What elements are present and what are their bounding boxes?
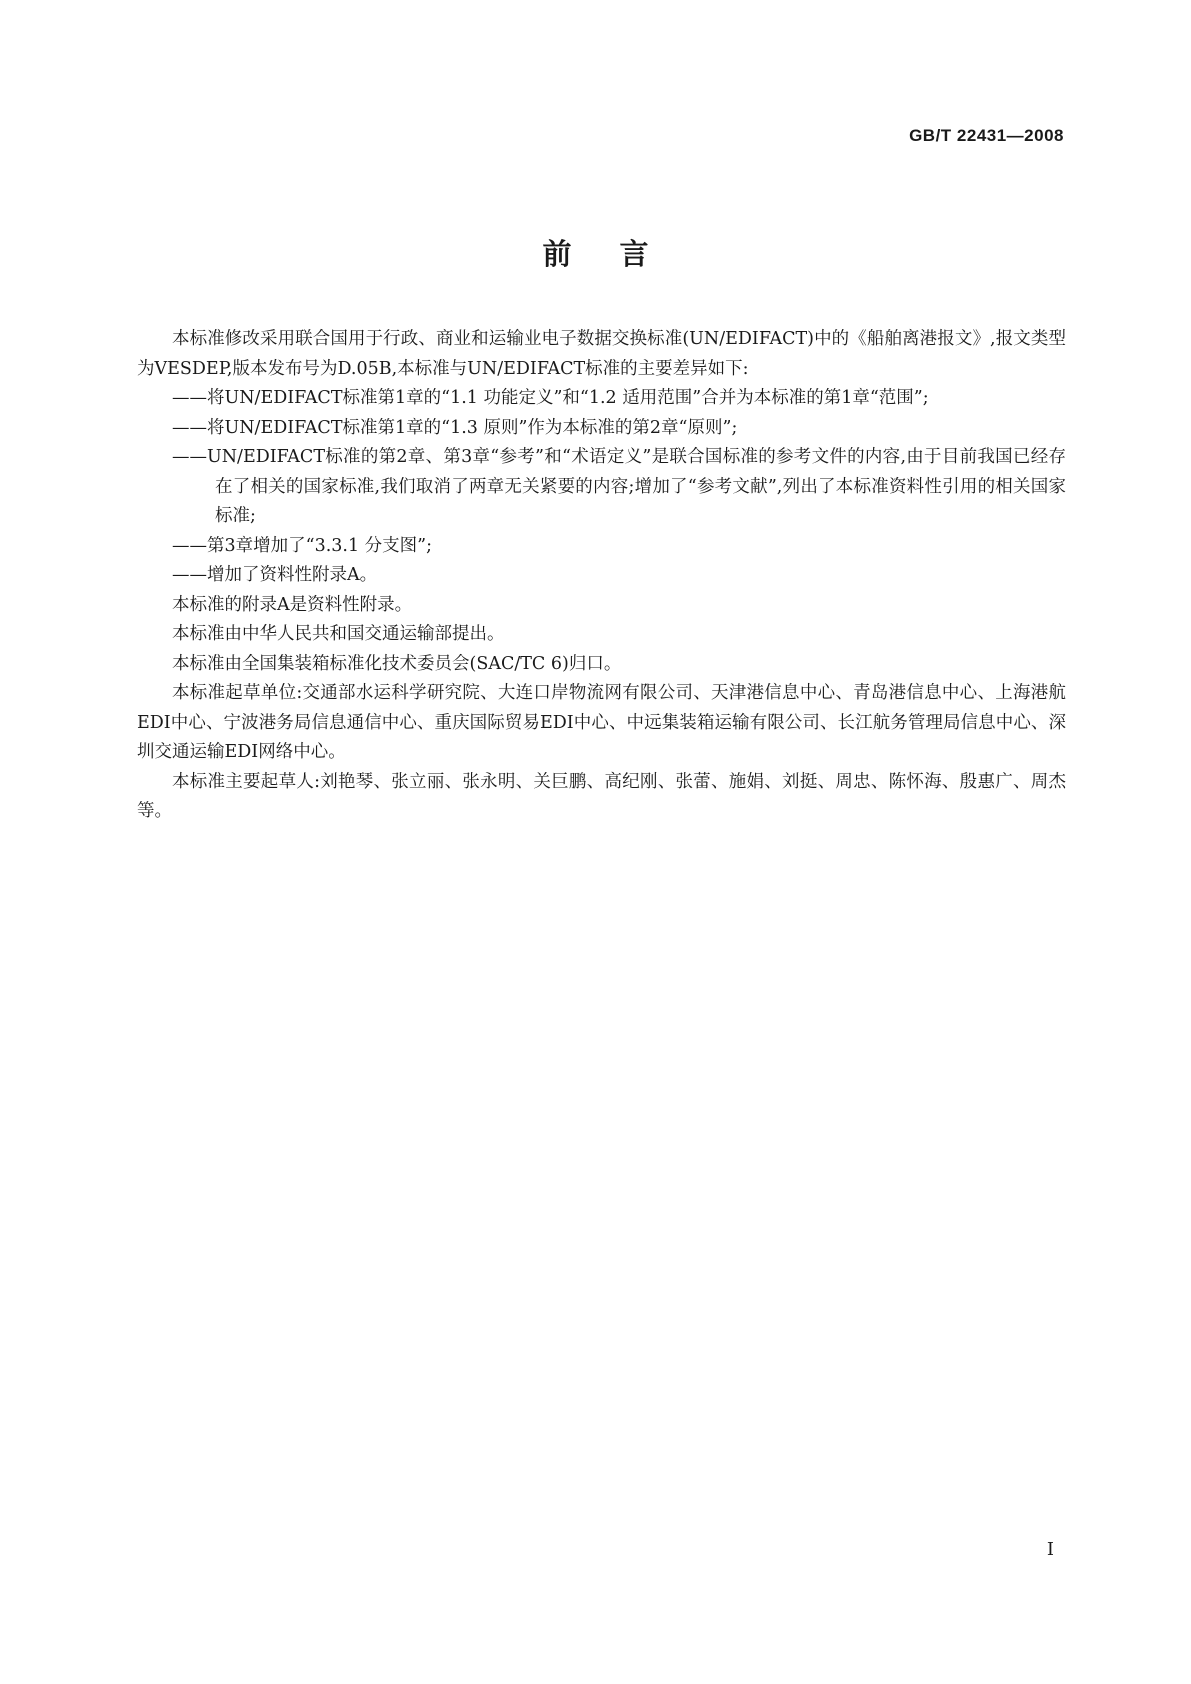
centralized-by-paragraph: 本标准由全国集装箱标准化技术委员会(SAC/TC 6)归口。 — [172, 653, 622, 674]
diff-item-4: ——第3章增加了“3.3.1 分支图”; — [172, 535, 433, 556]
diff-item-1: ——将UN/EDIFACT标准第1章的“1.1 功能定义”和“1.2 适用范围”合并为本标准的第1章“范围”; — [172, 388, 929, 408]
drafting-units-paragraph: 本标准起草单位:交通部水运科学研究院、大连口岸物流网有限公司、天津港信息中心、青岛港信息中心、上海港航EDI中心、宁波港务局信息通信中心、重庆国际贸易EDI中心、中远集装箱运输有限公司、长江航务管理局信息中心、深圳交通运输EDI网络中心。 — [137, 683, 1066, 762]
intro-paragraph: 本标准修改采用联合国用于行政、商业和运输业电子数据交换标准(UN/EDIFACT)中的《船舶离港报文》,报文类型为VESDEP,版本发布号为D.05B,本标准与UN/EDIFACT标准的主要差异如下: — [137, 329, 1066, 379]
standard-code: GB/T 22431—2008 — [909, 126, 1064, 145]
proposed-by-paragraph: 本标准由中华人民共和国交通运输部提出。 — [172, 624, 505, 644]
appendix-paragraph: 本标准的附录A是资料性附录。 — [172, 594, 413, 615]
diff-item-2: ——将UN/EDIFACT标准第1章的“1.3 原则”作为本标准的第2章“原则”; — [172, 417, 738, 438]
diff-item-3: ——UN/EDIFACT标准的第2章、第3章“参考”和“术语定义”是联合国标准的参考文件的内容,由于目前我国已经存在了相关的国家标准,我们取消了两章无关紧要的内容;增加了“参考文献”,列出了本标准资料性引用的相关国家标准; — [172, 447, 1066, 526]
diff-item-5: ——增加了资料性附录A。 — [172, 565, 378, 585]
page-title: 前言 — [542, 237, 697, 271]
preface-body — [137, 325, 1066, 827]
drafters-paragraph: 本标准主要起草人:刘艳琴、张立丽、张永明、关巨鹏、高纪刚、张蕾、施娟、刘挺、周忠、陈怀海、殷惠广、周杰等。 — [137, 771, 1066, 821]
page-number: I — [1046, 1539, 1054, 1560]
